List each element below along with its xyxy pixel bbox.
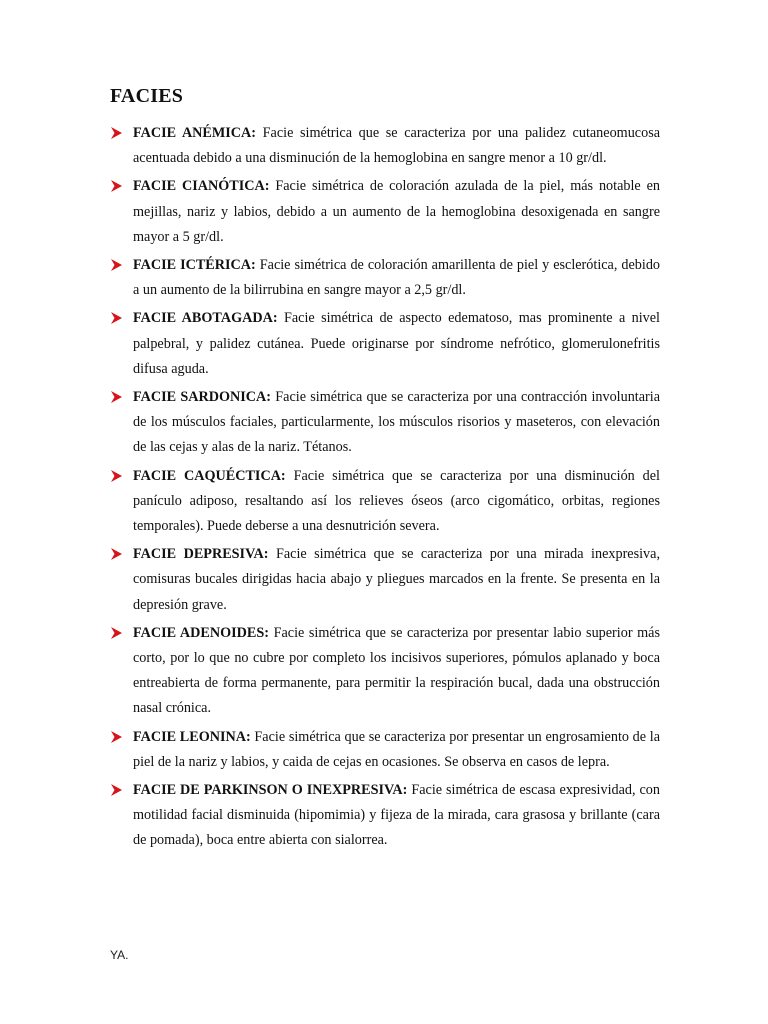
facie-term: FACIE ABOTAGADA: <box>133 310 284 327</box>
facie-description: Facie simétrica que se caracteriza por presentar labio superior más corto, por lo que no cubre por completo los incisivos superiores, pómulos aplanado y boca entreabierta de forma permanente, para permitir la respiración bucal, dada una obstrucción nasal crónica. <box>133 624 660 717</box>
facie-description: Facie simétrica que se caracteriza por una palidez cutaneomucosa acentuada debido a una disminución de la hemoglobina en sangre menor a 10 gr/dl. <box>133 125 661 167</box>
facie-term: FACIE ICTÉRICA: <box>133 257 260 274</box>
list-item <box>108 174 660 250</box>
list-item <box>108 542 660 618</box>
arrow-bullet-icon <box>109 179 123 193</box>
arrow-bullet-icon <box>109 258 123 272</box>
facie-term: FACIE CIANÓTICA: <box>133 178 276 195</box>
list-item <box>108 385 660 461</box>
facie-term: FACIE CAQUÉCTICA: <box>133 467 294 484</box>
arrow-bullet-icon <box>109 547 123 561</box>
facie-description: Facie simétrica de coloración azulada de la piel, más notable en mejillas, nariz y labios, debido a un aumento de la hemoglobina desoxigenada en sangre mayor a 5 gr/dl. <box>133 178 660 245</box>
list-item <box>108 253 660 303</box>
facie-description: Facie simétrica que se caracteriza por una contracción involuntaria de los músculos faciales, particularmente, los músculos risorios y maseteros, con elevación de las cejas y alas de la nariz. Tétanos. <box>133 389 661 456</box>
arrow-bullet-icon <box>109 390 123 404</box>
list-item <box>108 621 660 722</box>
facie-term: FACIE DEPRESIVA: <box>133 546 276 563</box>
facie-description: Facie simétrica que se caracteriza por una mirada inexpresiva, comisuras bucales dirigidas hacia abajo y pliegues marcados en la frente. Se presenta en la depresión grave. <box>133 546 660 613</box>
arrow-bullet-icon <box>109 783 123 797</box>
arrow-bullet-icon <box>109 730 123 744</box>
arrow-bullet-icon <box>109 469 123 483</box>
list-item <box>108 725 660 775</box>
facie-term: FACIE ADENOIDES: <box>133 624 274 641</box>
facie-term: FACIE LEONINA: <box>133 728 255 745</box>
facie-description: Facie simétrica que se caracteriza por una disminución del panículo adiposo, resaltando así los relieves óseos (arco cigomático, orbitas, regiones temporales). Puede deberse a una desnutrición severa. <box>133 467 660 535</box>
facie-description: Facie simétrica de aspecto edematoso, mas prominente a nivel palpebral, y palidez cutánea. Puede originarse por síndrome nefrótico, glomerulonefritis difusa aguda. <box>133 310 660 377</box>
list-item <box>108 778 660 854</box>
facie-description: Facie simétrica de escasa expresividad, con motilidad facial disminuida (hipomimia) y fijeza de la mirada, cara grasosa y brillante (cara de pomada), boca entre abierta con sialorrea. <box>133 782 660 849</box>
list-item <box>108 121 660 171</box>
arrow-bullet-icon <box>109 311 123 325</box>
facies-list <box>108 121 660 857</box>
facie-term: FACIE SARDONICA: <box>133 389 276 406</box>
arrow-bullet-icon <box>109 126 123 140</box>
arrow-bullet-icon <box>109 626 123 640</box>
facie-description: Facie simétrica que se caracteriza por presentar un engrosamiento de la piel de la nariz y labios, y caida de cejas en ocasiones. Se observa en casos de lepra. <box>133 728 660 770</box>
list-item <box>108 306 660 382</box>
facie-description: Facie simétrica de coloración amarillenta de piel y esclerótica, debido a un aumento de la bilirrubina en sangre mayor a 2,5 gr/dl. <box>133 257 661 299</box>
page-title: FACIES <box>110 85 184 107</box>
facie-term: FACIE DE PARKINSON O INEXPRESIVA: <box>133 782 412 799</box>
list-item <box>108 464 660 540</box>
footer-initials: YA. <box>110 948 129 962</box>
facie-term: FACIE ANÉMICA: <box>133 125 263 141</box>
